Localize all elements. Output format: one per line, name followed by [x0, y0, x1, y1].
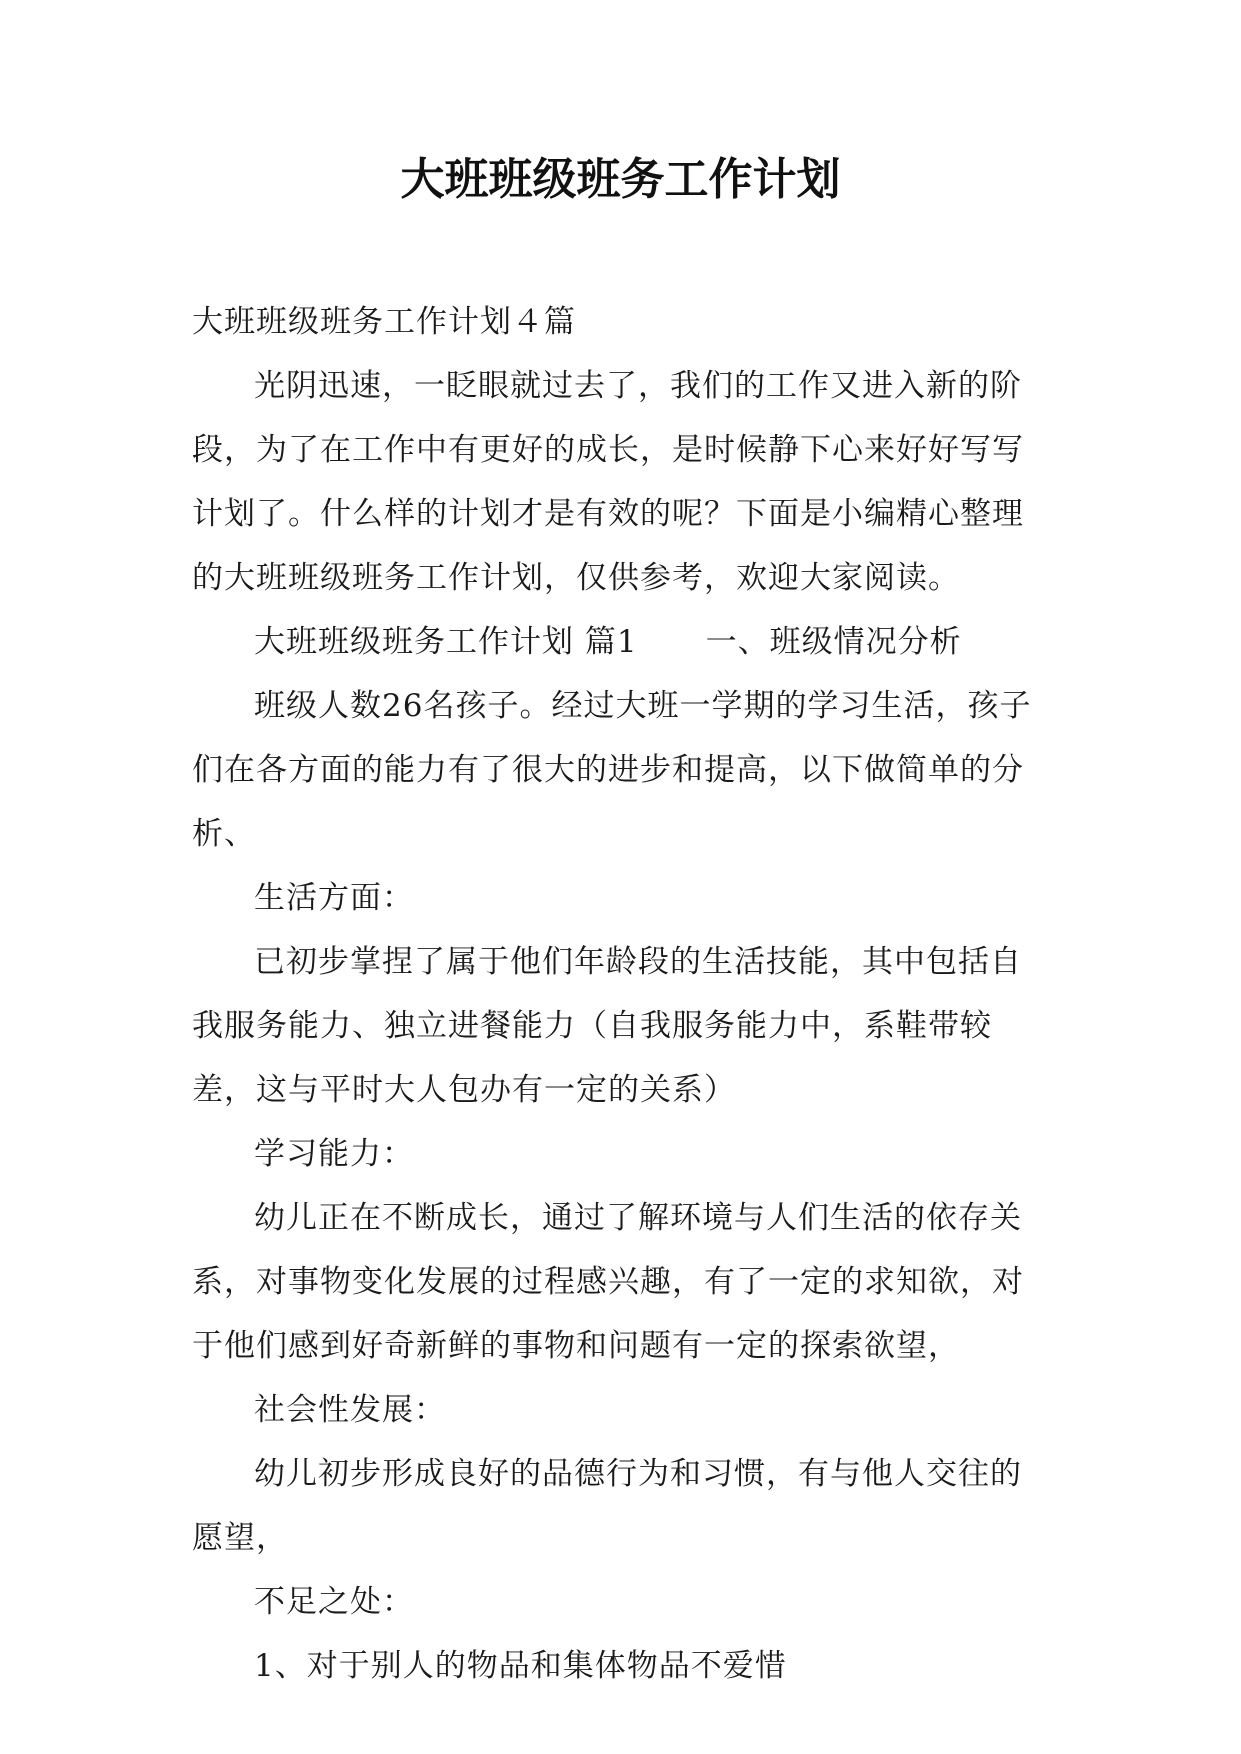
- document-title: 大班班级班务工作计划: [400, 154, 841, 205]
- social-heading: 社会性发展：: [254, 1392, 446, 1428]
- document-body: [192, 290, 1052, 1698]
- article-heading: 大班班级班务工作计划 篇1: [254, 624, 638, 660]
- section-heading: 一、班级情况分析: [705, 624, 962, 660]
- intro-paragraph: 光阴迅速，一眨眼就过去了，我们的工作又进入新的阶段，为了在工作中有更好的成长，是时候静下心来好好写写计划了。什么样的计划才是有效的呢？下面是小编精心整理的大班班级班务工作计划，仅供参考，欢迎大家阅读。: [192, 368, 1024, 596]
- learning-heading: 学习能力：: [254, 1136, 414, 1172]
- life-paragraph: 已初步掌捏了属于他们年龄段的生活技能，其中包括自我服务能力、独立进餐能力（自我服务能力中，系鞋带较差，这与平时大人包办有一定的关系）: [192, 944, 1022, 1108]
- life-heading: 生活方面：: [254, 880, 414, 916]
- document-subtitle: 大班班级班务工作计划４篇: [192, 304, 576, 340]
- class-count-paragraph: 班级人数26名孩子。经过大班一学期的学习生活，孩子们在各方面的能力有了很大的进步和提高，以下做简单的分析、: [192, 688, 1032, 852]
- heading-line: [192, 610, 1052, 674]
- social-paragraph: 幼儿初步形成良好的品德行为和习惯，有与他人交往的愿望，: [192, 1456, 1022, 1556]
- shortcoming-item-1: 1、对于别人的物品和集体物品不爱惜: [254, 1648, 787, 1684]
- shortcoming-heading: 不足之处：: [254, 1584, 414, 1620]
- learning-paragraph: 幼儿正在不断成长，通过了解环境与人们生活的依存关系，对事物变化发展的过程感兴趣，有了一定的求知欲，对于他们感到好奇新鲜的事物和问题有一定的探索欲望，: [192, 1200, 1024, 1364]
